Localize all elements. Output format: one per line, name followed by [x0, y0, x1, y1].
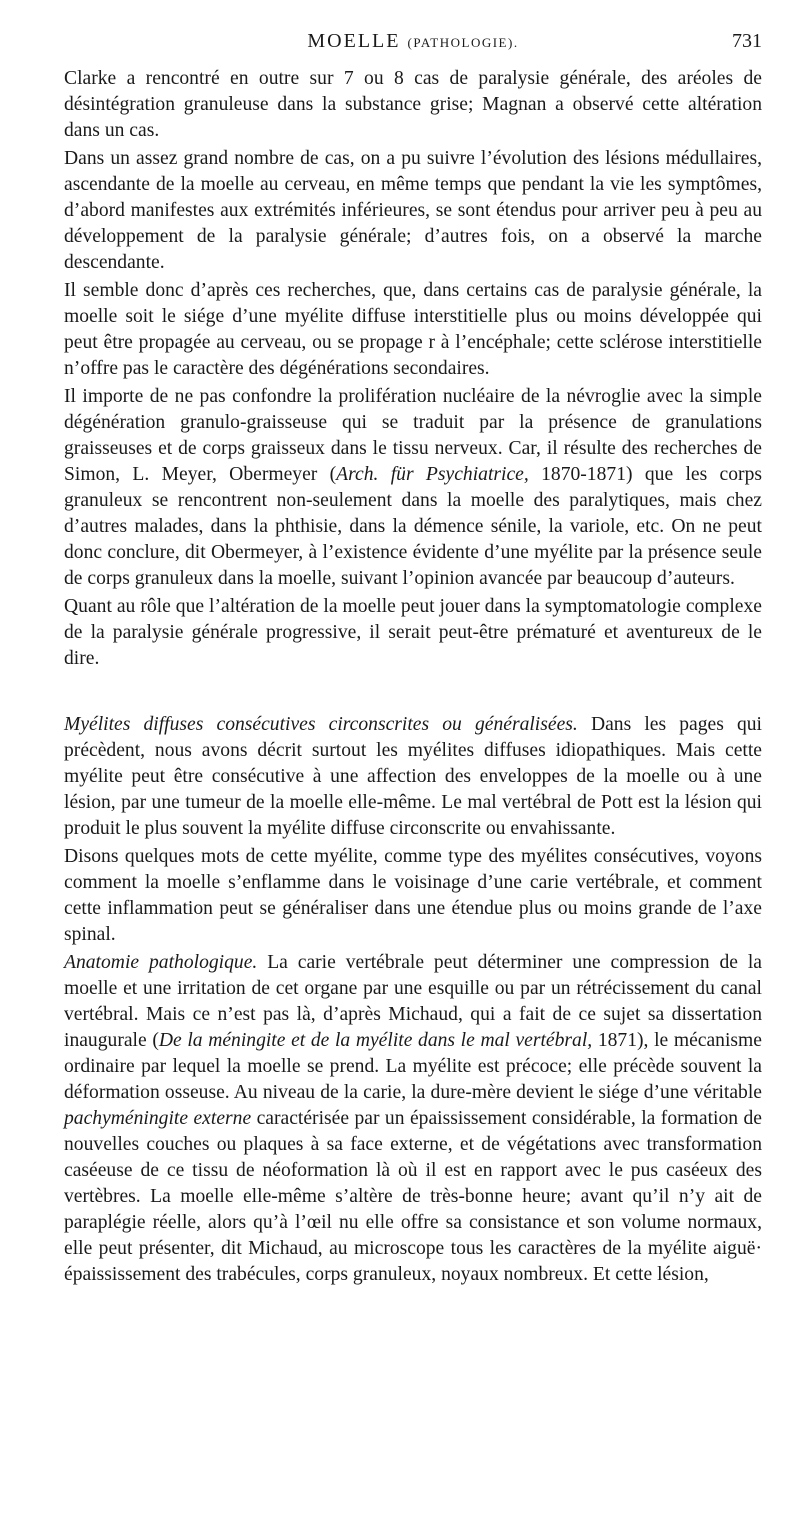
paragraph-4-text-b: 1870-1871) que les corps granuleux se rencontrent non-seulement dans la moelle des paralytiques, mais chez d’autres malades, dans la phthisie, dans la démence sénile, la variole, etc. On ne peut donc conclure, dit Obermeyer, à l’existence évidente d’une myélite par la présence seule de corps granuleux dans la moelle, suivant l’opinion avancée par beaucoup d’auteurs.	[64, 464, 762, 589]
running-header	[64, 30, 762, 66]
subheading-anatomie: Anatomie pathologique.	[64, 952, 258, 973]
paragraph-1: Clarke a rencontré en outre sur 7 ou 8 cas de paralysie générale, des aréoles de désintégration granuleuse dans la substance grise; Magnan a observé cette altération dans un cas.	[64, 68, 762, 141]
paragraph-6-text: Dans les pages qui précèdent, nous avons décrit surtout les myélites diffuses idiopathiques. Mais cette myélite peut être consécutive à une affection des enveloppes de la moelle ou à une lésion, par une tumeur de la moelle elle-même. Le mal vertébral de Pott est la lésion qui produit le plus souvent la myélite diffuse circonscrite ou envahissante.	[64, 714, 762, 839]
paragraph-8-text-c: caractérisée par un épaississement considérable, la formation de nouvelles couches ou plaques à sa face externe, et de végétations avec transformation caséeuse de ce tissu de néoformation là où il est en rapport avec le pus caséeux des vertèbres. La moelle elle-même s’altère de très-bonne heure; avant qu’il n’y ait de paraplégie réelle, alors qu’à l’œil nu elle offre sa consistance et son volume normaux, elle peut présenter, dit Michaud, au microscope tous les caractères de la myélite aiguë· épaississement des trabécules, corps granuleux, noyaux nombreux. Et cette lésion,	[64, 1108, 762, 1285]
citation-michaud: De la méningite et de la myélite dans le mal vertébral,	[158, 1030, 593, 1051]
citation-archiv: Arch. für Psychiatrice,	[336, 464, 529, 485]
header-title: MOELLE	[307, 30, 401, 52]
paragraph-8-text-a: La carie vertébrale peut déterminer une compression de la moelle et une irritation de cet organe par une esquille ou par un rétrécissement du canal vertébral. Mais ce n’est pas là, d’après Michaud, qui a fait de ce sujet sa dissertation inaugurale (	[64, 952, 762, 1051]
paragraph-4	[64, 384, 762, 592]
term-pachymeningite: pachyméningite externe	[64, 1108, 252, 1129]
paragraph-4-text-a: Il importe de ne pas confondre la prolifération nucléaire de la névroglie avec la simple dégénération granulo-graisseuse qui se traduit par la présence de granulations graisseuses et de corps graisseux dans le tissu nerveux. Car, il résulte des recherches de Simon, L. Meyer, Obermeyer (	[64, 386, 762, 485]
section-gap	[64, 672, 762, 710]
section-heading-myelites: Myélites diffuses consécutives circonscrites ou généralisées.	[64, 714, 578, 735]
paragraph-2: Dans un assez grand nombre de cas, on a pu suivre l’évolution des lésions médullaires, ascendante de la moelle au cerveau, en même temps que pendant la vie les symptômes, d’abord manifestes aux extrémités inférieures, se sont étendus pour arriver peu à peu au développement de la paralysie générale; d’autres fois, on a observé la marche descendante.	[64, 148, 762, 273]
bleed-through-noise	[40, 1480, 740, 1486]
paragraph-6	[64, 712, 762, 842]
paragraph-8	[64, 950, 762, 1288]
paragraph-3: Il semble donc d’après ces recherches, que, dans certains cas de paralysie générale, la moelle soit le siége d’une myélite diffuse interstitielle plus ou moins développée qui peut être propagée au cerveau, ou se propage r à l’encéphale; cette sclérose interstitielle n’offre pas le caractère des dégénérations secondaires.	[64, 280, 762, 379]
paragraph-5: Quant au rôle que l’altération de la moelle peut jouer dans la symptomatologie complexe de la paralysie générale progressive, il serait peut-être prématuré et aventureux de le dire.	[64, 596, 762, 669]
running-title	[64, 30, 762, 53]
paragraph-8-text-b: 1871), le mécanisme ordinaire par lequel la moelle se prend. La myélite est précoce; elle précède souvent la déformation osseuse. Au niveau de la carie, la dure-mère devient le siége d’une véritable	[64, 1030, 762, 1103]
page-number: 731	[732, 30, 762, 52]
paragraph-7: Disons quelques mots de cette myélite, comme type des myélites consécutives, voyons comment la moelle s’enflamme dans le voisinage d’une carie vertébrale, et comment cette inflammation peut se généraliser dans une étendue plus ou moins grande de l’axe spinal.	[64, 846, 762, 945]
header-subtitle: (PATHOLOGIE).	[407, 35, 519, 50]
